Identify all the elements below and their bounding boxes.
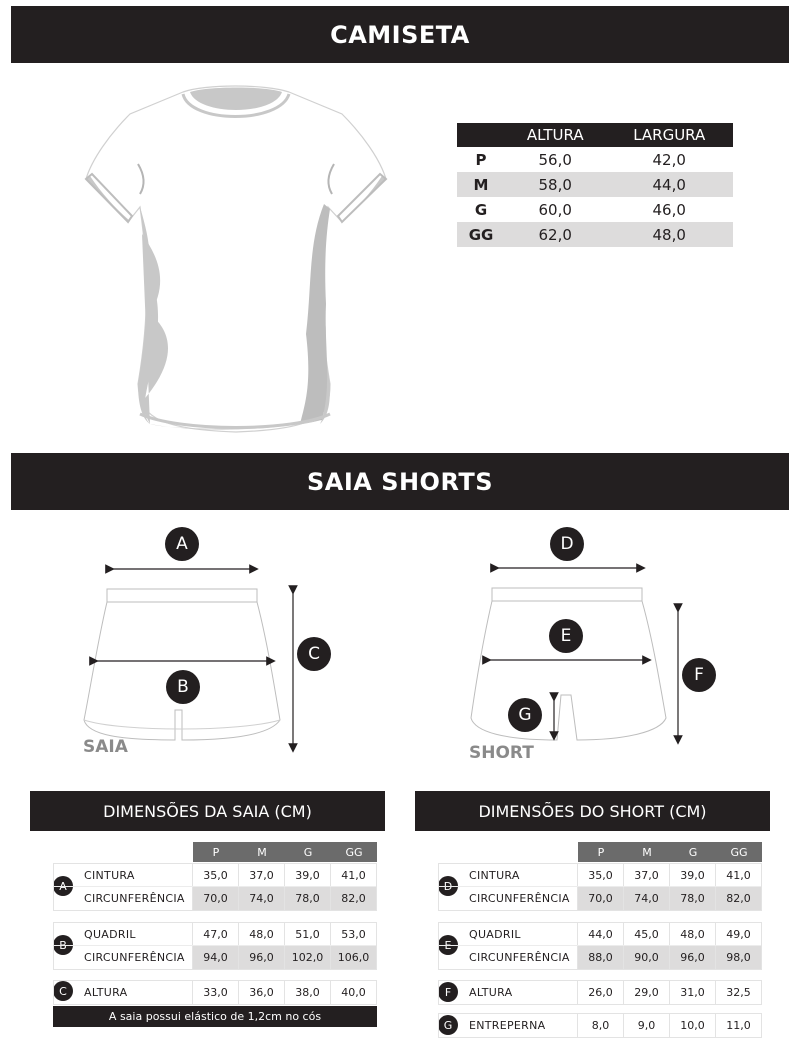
row-label: CIRCUNFERÊNCIA [84,892,185,905]
camiseta-banner [11,6,789,63]
row-value: 78,0 [284,887,330,910]
table-row [439,923,761,946]
row-value: 37,0 [623,864,669,886]
short-group-letter-f: F [438,982,458,1002]
row-value: 70,0 [577,887,623,910]
table-row [439,981,761,1004]
camiseta-title: CAMISETA [330,20,470,49]
tshirt-row [457,147,733,172]
row-value: 40,0 [330,981,376,1004]
row-label: CIRCUNFERÊNCIA [469,951,570,964]
marker-e: E [549,619,583,653]
tshirt-row [457,197,733,222]
saia-shorts-title: SAIA SHORTS [306,467,494,496]
saia-group-letter-b: B [53,935,73,955]
saia-group-a [53,863,377,911]
tshirt-illustration [80,84,392,436]
short-size-header [578,842,762,862]
short-group-g [438,1013,762,1038]
row-value: 45,0 [623,923,669,945]
row-value: 37,0 [238,864,284,886]
short-label: SHORT [469,743,534,763]
short-group-e [438,922,762,970]
short-size-g: G [670,842,716,862]
row-value: 29,0 [623,981,669,1004]
row-value: 41,0 [330,864,376,886]
table-row [439,946,761,969]
tshirt-size: P [475,150,487,169]
row-value: 96,0 [669,946,715,969]
row-value: 51,0 [284,923,330,945]
saia-elastic-note [53,1006,377,1027]
row-value: 35,0 [192,864,238,886]
row-label: QUADRIL [84,927,136,941]
table-row [54,923,376,946]
row-value: 78,0 [669,887,715,910]
row-value: 33,0 [192,981,238,1004]
tshirt-header-size [457,123,505,147]
saia-group-letter-c: C [53,981,73,1001]
saia-group-letter-a: A [53,876,73,896]
short-dimension-table [438,842,762,1042]
saia-group-c [53,980,377,1005]
row-value: 10,0 [669,1014,715,1037]
row-value: 82,0 [715,887,761,910]
tshirt-altura: 58,0 [505,172,605,197]
row-value: 94,0 [192,946,238,969]
marker-g: G [508,698,542,732]
skirt-illustration [80,560,310,760]
tshirt-row [457,222,733,247]
tshirt-header-largura: LARGURA [605,123,733,147]
tshirt-size: GG [457,222,505,247]
row-value: 39,0 [669,864,715,886]
marker-b: B [166,670,200,704]
saia-group-b [53,922,377,970]
saia-elastic-note-text: A saia possui elástico de 1,2cm no cós [108,1010,322,1023]
short-group-letter-d: D [438,876,458,896]
row-value: 26,0 [577,981,623,1004]
tshirt-altura: 60,0 [538,200,572,219]
row-label: CIRCUNFERÊNCIA [469,892,570,905]
short-group-d [438,863,762,911]
row-value: 47,0 [192,923,238,945]
tshirt-size: G [474,200,488,219]
row-value: 32,5 [715,981,761,1004]
tshirt-largura: 42,0 [652,150,686,169]
marker-f: F [682,658,716,692]
row-value: 44,0 [577,923,623,945]
saia-dimensions-title: DIMENSÕES DA SAIA (CM) [103,801,312,821]
marker-d: D [550,527,584,561]
short-group-letter-g: G [438,1015,458,1035]
row-value: 9,0 [623,1014,669,1037]
table-row [54,946,376,969]
saia-shorts-banner [11,453,789,510]
saia-label: SAIA [83,737,128,757]
short-dimensions-header [415,791,770,831]
row-value: 36,0 [238,981,284,1004]
row-value: 53,0 [330,923,376,945]
row-value: 48,0 [238,923,284,945]
saia-dimensions-header [30,791,385,831]
tshirt-table-header [457,123,733,147]
row-value: 96,0 [238,946,284,969]
row-value: 88,0 [577,946,623,969]
row-value: 70,0 [192,887,238,910]
marker-a: A [165,527,199,561]
saia-size-header [193,842,377,862]
row-value: 90,0 [623,946,669,969]
saia-size-m: M [239,842,285,862]
short-dimensions-title: DIMENSÕES DO SHORT (CM) [478,801,707,821]
row-value: 11,0 [715,1014,761,1037]
table-row [439,1014,761,1037]
tshirt-largura: 44,0 [605,172,733,197]
saia-size-gg: GG [331,842,377,862]
row-label: ALTURA [469,986,513,999]
table-row [439,887,761,910]
row-value: 35,0 [577,864,623,886]
row-label: QUADRIL [469,927,521,941]
table-row [54,981,376,1004]
table-row [54,887,376,910]
tshirt-largura: 46,0 [652,200,686,219]
tshirt-largura: 48,0 [605,222,733,247]
row-value: 8,0 [577,1014,623,1037]
short-group-letter-e: E [438,935,458,955]
row-value: 41,0 [715,864,761,886]
tshirt-altura: 62,0 [505,222,605,247]
short-size-gg: GG [716,842,762,862]
row-value: 74,0 [238,887,284,910]
tshirt-size: M [457,172,505,197]
tshirt-altura: 56,0 [538,150,572,169]
row-value: 38,0 [284,981,330,1004]
row-value: 74,0 [623,887,669,910]
saia-size-p: P [193,842,239,862]
marker-c: C [297,637,331,671]
row-label: CINTURA [469,868,520,882]
table-row [439,864,761,887]
short-group-f [438,980,762,1005]
row-value: 31,0 [669,981,715,1004]
row-value: 82,0 [330,887,376,910]
saia-dimension-table [53,842,377,1032]
short-illustration [465,560,695,760]
tshirt-row [457,172,733,197]
row-value: 39,0 [284,864,330,886]
row-value: 48,0 [669,923,715,945]
short-size-m: M [624,842,670,862]
row-label: ALTURA [84,986,128,999]
tshirt-size-table [457,123,733,247]
row-label: CIRCUNFERÊNCIA [84,951,185,964]
short-size-p: P [578,842,624,862]
row-value: 106,0 [330,946,376,969]
row-value: 49,0 [715,923,761,945]
saia-size-g: G [285,842,331,862]
row-value: 98,0 [715,946,761,969]
row-label: ENTREPERNA [469,1019,546,1032]
row-label: CINTURA [84,868,135,882]
tshirt-header-altura: ALTURA [505,123,605,147]
table-row [54,864,376,887]
row-value: 102,0 [284,946,330,969]
